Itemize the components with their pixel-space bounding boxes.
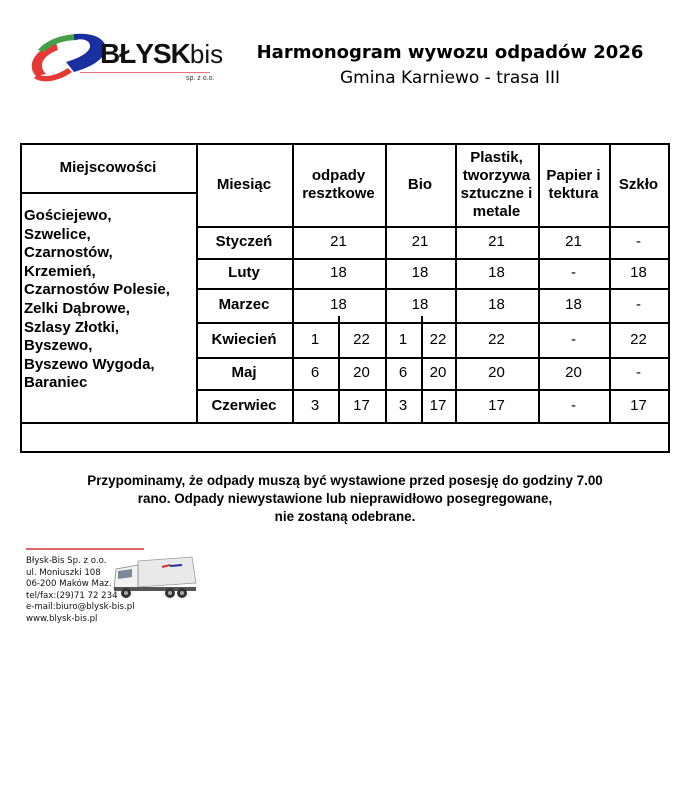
company-logo (28, 28, 224, 88)
date-cell-resztkowe (292, 226, 385, 258)
month-cell-text: Styczeń (215, 233, 273, 250)
reminder-line: rano. Odpady niewystawione lub nieprawidłowo posegregowane, (137, 491, 553, 506)
month-cell-text: Marzec (218, 296, 270, 313)
date-cell-bio (385, 226, 455, 258)
month-cell-text: Luty (228, 264, 260, 281)
company-phone: tel/fax:(29)71 72 234 (26, 590, 118, 601)
date-cell-bio (385, 258, 455, 288)
date-cell-resztkowe-text: 18 (330, 296, 347, 313)
date-cell-bio-text: 21 (411, 233, 429, 250)
date-cell-resztkowe (338, 357, 385, 389)
logo-brand: BŁYSK (100, 38, 190, 69)
date-cell-bio-text: 22 (429, 330, 447, 348)
date-cell-papier (538, 357, 609, 389)
place-name: Krzemień, (24, 262, 96, 280)
company-website[interactable]: www.blysk-bis.pl (26, 613, 98, 624)
date-cell-plastik (455, 389, 538, 422)
date-cell-papier (538, 258, 609, 288)
month-cell (196, 288, 292, 322)
column-header-papier (540, 143, 607, 226)
date-cell-szklo (609, 357, 668, 389)
reminder-line: nie zostaną odebrane. (274, 509, 416, 524)
date-cell-papier-text: 21 (565, 233, 582, 250)
place-name: Baraniec (24, 374, 88, 392)
date-cell-papier-text: - (571, 264, 576, 281)
places-header-text: Miejscowości (59, 158, 157, 176)
month-cell (196, 322, 292, 357)
date-cell-szklo-text: - (636, 233, 641, 250)
table-border (20, 451, 670, 453)
month-header (196, 143, 292, 226)
date-cell-szklo-text: - (636, 364, 641, 381)
date-cell-resztkowe (292, 322, 338, 357)
date-cell-resztkowe (292, 288, 385, 322)
date-cell-resztkowe-text: 6 (310, 364, 320, 381)
company-name: Błysk-Bis Sp. z o.o. (26, 556, 107, 566)
date-cell-bio-text: 1 (398, 330, 408, 348)
date-cell-papier-text: - (571, 396, 576, 414)
month-cell (196, 258, 292, 288)
column-header-szklo-text: Szkło (618, 175, 659, 193)
date-cell-plastik-text: 20 (488, 364, 505, 381)
column-header-resztkowe (294, 143, 383, 226)
place-name: Byszewo Wygoda, (24, 355, 155, 373)
date-cell-szklo-text: 17 (630, 396, 647, 414)
date-cell-papier (538, 322, 609, 357)
date-cell-bio (421, 389, 455, 422)
date-cell-resztkowe (292, 389, 338, 422)
date-cell-resztkowe-text: 1 (310, 330, 320, 348)
logo-legal-form: sp. z o.o. (186, 75, 215, 82)
date-cell-bio (421, 357, 455, 389)
month-cell-text: Kwiecień (211, 330, 277, 348)
garbage-truck-icon (112, 553, 198, 601)
column-header-papier-text: Papier i tektura (546, 166, 601, 202)
date-cell-plastik-text: 21 (488, 233, 505, 250)
month-cell (196, 357, 292, 389)
date-cell-papier (538, 226, 609, 258)
logo-suffix: bis (189, 39, 224, 69)
date-cell-resztkowe-text: 22 (353, 330, 370, 348)
reminder-line: Przypominamy, że odpady muszą być wystawione przed posesję do godziny 7.00 (87, 473, 603, 488)
date-cell-plastik-text: 18 (488, 264, 505, 281)
date-cell-szklo-text: 22 (630, 330, 647, 348)
place-name: Czarnostów, (24, 244, 113, 262)
date-cell-bio-text: 3 (398, 396, 408, 414)
date-cell-bio-text: 18 (411, 296, 429, 313)
column-header-bio-text: Bio (407, 175, 433, 193)
footer-divider (26, 548, 144, 550)
table-border (668, 143, 670, 453)
place-name: Zelki Dąbrowe, (24, 299, 130, 317)
reminder-note (40, 472, 650, 526)
date-cell-resztkowe-text: 18 (330, 264, 347, 281)
date-cell-bio (385, 288, 455, 322)
month-cell-text: Czerwiec (211, 396, 277, 414)
logo-underline (80, 72, 210, 73)
date-cell-szklo (609, 389, 668, 422)
places-list (24, 207, 170, 393)
date-cell-bio (385, 389, 421, 422)
month-cell (196, 226, 292, 258)
column-header-resztkowe-text: odpady resztkowe (302, 166, 375, 202)
date-cell-resztkowe (292, 357, 338, 389)
date-cell-bio-text: 20 (429, 364, 447, 381)
column-header-bio (387, 143, 453, 226)
date-cell-szklo-text: 18 (630, 264, 647, 281)
date-cell-plastik-text: 17 (488, 396, 505, 414)
date-cell-plastik-text: 18 (488, 296, 505, 313)
page-title: Harmonogram wywozu odpadów 2026 (256, 42, 644, 63)
date-cell-plastik (455, 226, 538, 258)
date-cell-resztkowe-text: 20 (353, 364, 370, 381)
date-cell-bio (385, 322, 421, 357)
place-name: Gościejewo, (24, 207, 112, 224)
places-header (20, 143, 196, 192)
date-cell-resztkowe-text: 21 (330, 233, 347, 250)
schedule-table (20, 143, 668, 451)
date-cell-bio-text: 18 (411, 264, 429, 281)
column-header-szklo (611, 143, 666, 226)
date-cell-papier-text: 20 (565, 364, 582, 381)
column-header-plastik-text: Plastik, tworzywa sztuczne i metale (460, 148, 533, 220)
table-border (20, 422, 670, 424)
date-cell-plastik (455, 357, 538, 389)
date-cell-bio-text: 6 (398, 364, 408, 381)
company-street: ul. Moniuszki 108 (26, 567, 101, 578)
company-email[interactable]: e-mail:biuro@blysk-bis.pl (26, 602, 135, 613)
date-cell-papier (538, 389, 609, 422)
date-cell-resztkowe (338, 322, 385, 357)
date-cell-resztkowe (292, 258, 385, 288)
logo-swoosh-icon (28, 28, 108, 88)
month-header-text: Miesiąc (216, 175, 272, 193)
column-header-plastik (457, 143, 536, 226)
date-cell-plastik (455, 322, 538, 357)
date-cell-resztkowe-text: 3 (310, 396, 320, 414)
date-cell-papier-text: - (571, 330, 576, 348)
logo-wordmark (100, 40, 223, 68)
month-cell (196, 389, 292, 422)
company-city: 06-200 Maków Maz. (26, 579, 112, 590)
date-cell-bio (385, 357, 421, 389)
month-cell-text: Maj (231, 364, 257, 381)
date-cell-papier-text: 18 (565, 296, 582, 313)
date-cell-plastik (455, 288, 538, 322)
date-cell-bio-text: 17 (429, 396, 447, 414)
date-cell-plastik (455, 258, 538, 288)
date-cell-resztkowe (338, 389, 385, 422)
table-border (20, 192, 198, 194)
place-name: Byszewo, (24, 337, 93, 355)
page-subtitle: Gmina Karniewo - trasa III (339, 68, 560, 88)
date-cell-resztkowe-text: 17 (353, 396, 370, 414)
place-name: Szlasy Złotki, (24, 318, 120, 336)
date-cell-szklo (609, 258, 668, 288)
date-cell-bio (421, 322, 455, 357)
place-name: Szwelice, (24, 225, 91, 243)
date-cell-plastik-text: 22 (488, 330, 505, 348)
date-cell-szklo (609, 288, 668, 322)
date-cell-szklo-text: - (636, 296, 641, 313)
date-cell-papier (538, 288, 609, 322)
date-cell-szklo (609, 226, 668, 258)
place-name: Czarnostów Polesie, (24, 281, 170, 299)
date-cell-szklo (609, 322, 668, 357)
